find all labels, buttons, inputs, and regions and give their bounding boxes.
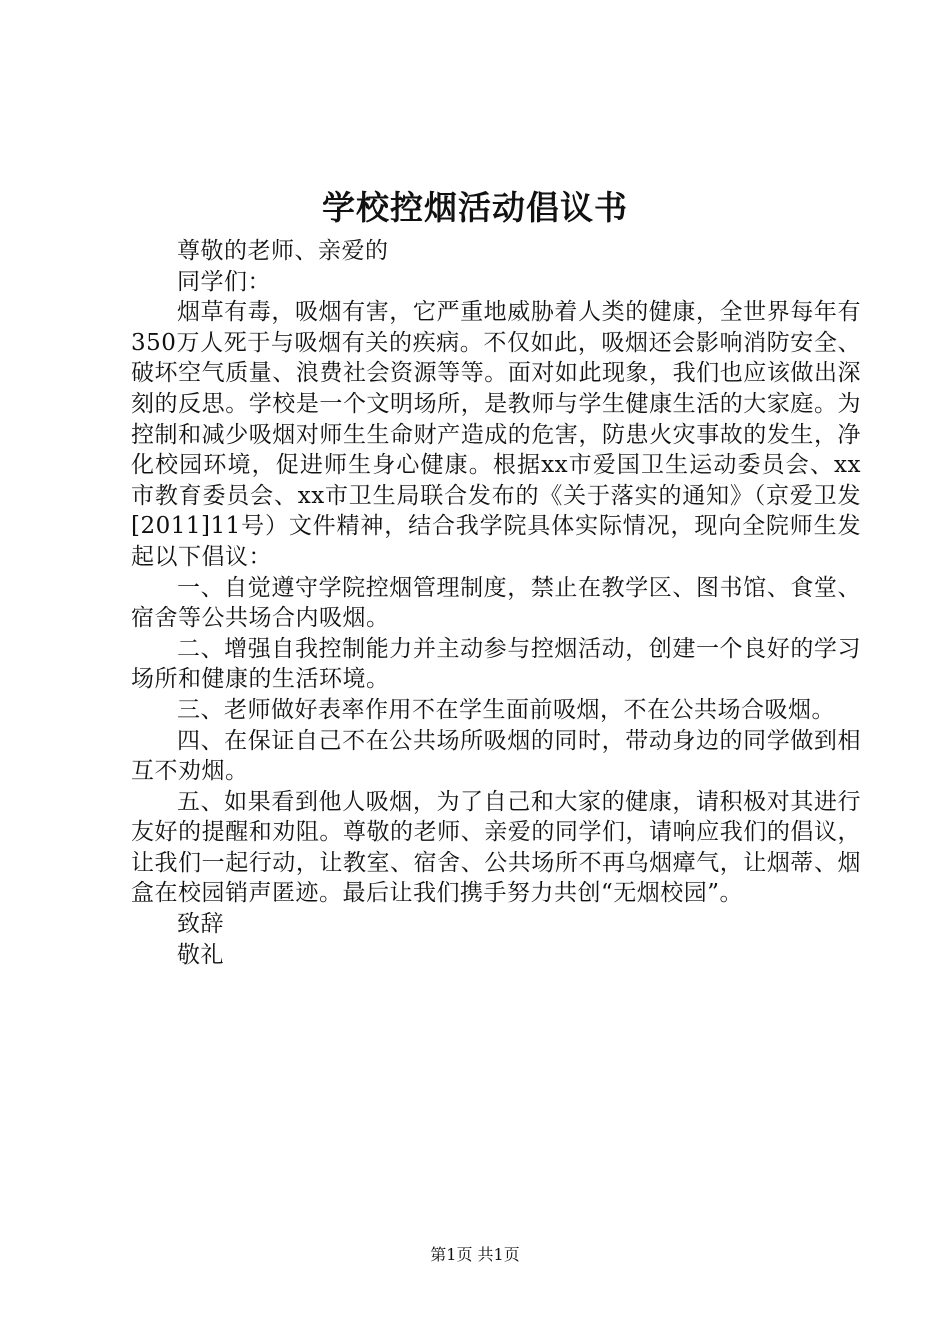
proposal-item-3: 三、老师做好表率作用不在学生面前吸烟，不在公共场合吸烟。 xyxy=(177,696,835,723)
salutation-line-2: 同学们： xyxy=(177,268,271,295)
intro-paragraph: 烟草有毒，吸烟有害，它严重地威胁着人类的健康，全世界每年有350万人死于与吸烟有关的疾病。不仅如此，吸烟还会影响消防安全、破坏空气质量、浪费社会资源等等。面对如此现象，我们也应该做出深刻的反思。学校是一个文明场所，是教师与学生健康生活的大家庭。为控制和减少吸烟对师生生命财产造成的危害，防患火灾事故的发生，净化校园环境，促进师生身心健康。根据xx市爱国卫生运动委员会、xx市教育委员会、xx市卫生局联合发布的《关于落实的通知》（京爱卫发[2011]11号）文件精神，结合我学院具体实际情况，现向全院师生发起以下倡议： xyxy=(131,299,861,570)
closing-line-2: 敬礼 xyxy=(177,941,224,968)
proposal-item-2: 二、增强自我控制能力并主动参与控烟活动，创建一个良好的学习场所和健康的生活环境。 xyxy=(131,635,861,693)
closing-line-1: 致辞 xyxy=(177,911,224,938)
proposal-item-1: 一、自觉遵守学院控烟管理制度，禁止在教学区、图书馆、食堂、宿舍等公共场合内吸烟。 xyxy=(131,574,861,632)
proposal-item-4: 四、在保证自己不在公共场所吸烟的同时，带动身边的同学做到相互不劝烟。 xyxy=(131,727,861,785)
document-title: 学校控烟活动倡议书 xyxy=(322,188,628,227)
salutation-line-1: 尊敬的老师、亲爱的 xyxy=(177,238,389,264)
proposal-item-5: 五、如果看到他人吸烟，为了自己和大家的健康，请积极对其进行友好的提醒和劝阻。尊敬的老师、亲爱的同学们，请响应我们的倡议，让我们一起行动，让教室、宿舍、公共场所不再乌烟瘴气，让烟蒂、烟盒在校园销声匿迹。最后让我们携手努力共创“无烟校园”。 xyxy=(131,788,861,907)
page-footer: 第1页 共1页 xyxy=(430,1245,520,1264)
document-body xyxy=(131,236,861,970)
